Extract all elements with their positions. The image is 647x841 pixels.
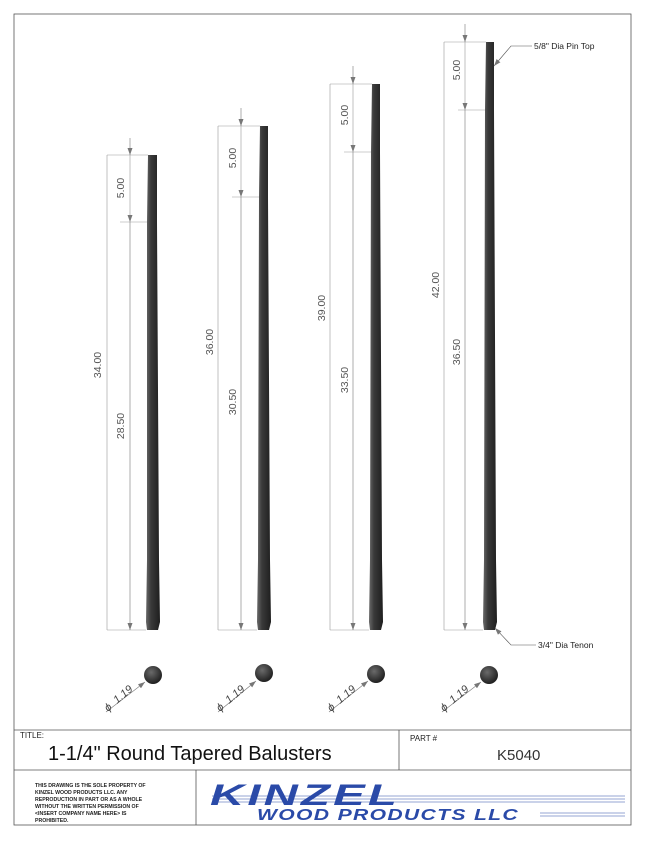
svg-text:ϕ: ϕ	[102, 701, 115, 715]
baluster-2-body	[257, 126, 271, 630]
baluster-1-body	[146, 155, 160, 630]
legal-line: THIS DRAWING IS THE SOLE PROPERTY OF	[35, 783, 146, 789]
baluster-3-section	[367, 665, 385, 683]
baluster-3-taper: 33.50	[339, 366, 351, 394]
legal-line: REPRODUCTION IN PART OR AS A WHOLE	[35, 797, 143, 803]
baluster-4-overall: 42.00	[430, 271, 442, 299]
svg-text:PROHIBITED.	[35, 818, 69, 824]
svg-text:THIS DRAWING IS THE SOLE PROPE	[35, 783, 146, 789]
legal-line: WITHOUT THE WRITTEN PERMISSION OF	[35, 804, 139, 810]
baluster-2-diameter: 1.19	[223, 683, 248, 707]
drawing-title: 1-1/4" Round Tapered Balusters	[48, 743, 332, 765]
svg-text:ϕ: ϕ	[325, 701, 338, 715]
part-label: PART #	[410, 734, 438, 743]
baluster-1-tenon: 5.00	[115, 177, 127, 199]
baluster-1-overall: 34.00	[92, 351, 104, 379]
baluster-3-overall: 39.00	[316, 294, 328, 322]
svg-text:KINZEL WOOD PRODUCTS LLC. ANY	[35, 790, 128, 796]
svg-text:REPRODUCTION IN PART OR AS A W	[35, 797, 143, 803]
svg-text:<INSERT COMPANY NAME HERE> IS	[35, 811, 127, 817]
title-label: TITLE:	[20, 731, 45, 740]
baluster-4-body	[483, 42, 497, 630]
baluster-3-body	[369, 84, 383, 630]
part-number: K5040	[497, 747, 541, 764]
legal-line: <INSERT COMPANY NAME HERE> IS	[35, 811, 127, 817]
baluster-2-overall: 36.00	[204, 328, 216, 356]
baluster-4-section	[480, 666, 498, 684]
logo-kinzel: KINZEL	[210, 779, 400, 812]
baluster-3	[316, 66, 385, 714]
legal-line: PROHIBITED.	[35, 818, 69, 824]
baluster-2-section	[255, 664, 273, 682]
baluster-1-section	[144, 666, 162, 684]
tenon-note: 3/4" Dia Tenon	[538, 640, 594, 650]
svg-text:ϕ: ϕ	[438, 701, 451, 715]
company-logo	[210, 779, 625, 824]
baluster-2-tenon: 5.00	[227, 147, 239, 169]
baluster-3-tenon: 5.00	[339, 104, 351, 126]
legal-line: KINZEL WOOD PRODUCTS LLC. ANY	[35, 790, 128, 796]
logo-wood-products: WOOD PRODUCTS LLC	[257, 807, 519, 824]
baluster-2	[204, 108, 273, 714]
baluster-1-taper: 28.50	[115, 412, 127, 440]
baluster-4-tenon: 5.00	[451, 59, 463, 81]
baluster-4	[430, 24, 595, 714]
baluster-4-diameter: 1.19	[447, 683, 472, 707]
pin-top-note: 5/8" Dia Pin Top	[534, 41, 595, 51]
svg-text:WITHOUT THE WRITTEN PERMISSION	[35, 804, 139, 810]
baluster-4-taper: 36.50	[451, 338, 463, 366]
baluster-1-diameter: 1.19	[111, 683, 136, 707]
title-block	[14, 730, 631, 825]
baluster-2-taper: 30.50	[227, 388, 239, 416]
baluster-1	[92, 138, 162, 714]
baluster-3-diameter: 1.19	[334, 683, 359, 707]
svg-text:ϕ: ϕ	[214, 701, 227, 715]
